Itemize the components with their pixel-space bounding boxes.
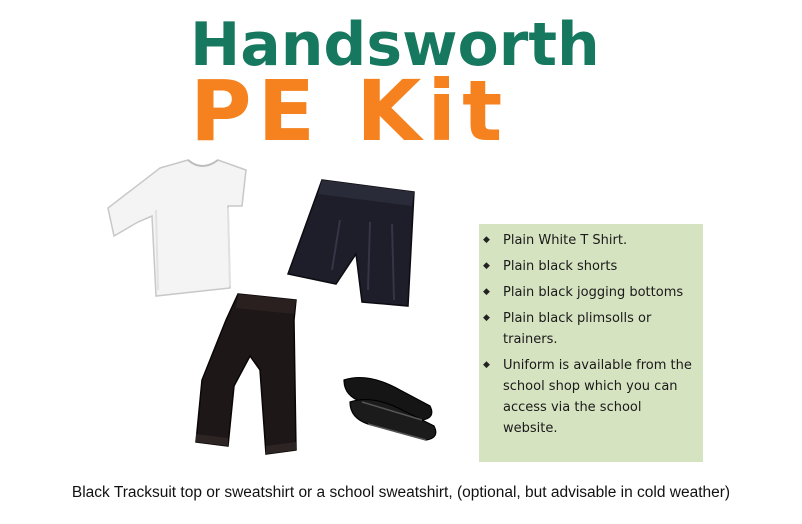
title-handsworth: Handsworth — [190, 10, 600, 80]
list-item: ◆ Plain black shorts — [479, 256, 697, 277]
black-jogging-bottoms-image — [196, 294, 296, 454]
bullet-icon: ◆ — [483, 235, 490, 245]
bullet-icon: ◆ — [483, 313, 490, 323]
title-pe-kit: PE Kit — [190, 62, 509, 160]
footer-note: Black Tracksuit top or sweatshirt or a school sweatshirt, (optional, but advisable in cold weather) — [71, 484, 731, 501]
list-item: ◆ Plain black jogging bottoms — [479, 282, 697, 303]
kit-info-box — [479, 224, 703, 462]
pe-kit-illustration — [100, 150, 460, 470]
white-tshirt-image — [108, 160, 246, 296]
list-item: ◆ Uniform is available from the school shop which you can access via the school website. — [479, 355, 697, 439]
list-item: ◆ Plain White T Shirt. — [479, 230, 697, 251]
bullet-icon: ◆ — [483, 261, 490, 271]
bullet-icon: ◆ — [483, 287, 490, 297]
kit-list — [479, 230, 697, 439]
bullet-icon: ◆ — [483, 360, 490, 370]
black-plimsolls-image — [344, 378, 436, 440]
black-shorts-image — [288, 180, 414, 306]
list-item: ◆ Plain black plimsolls or trainers. — [479, 308, 697, 350]
